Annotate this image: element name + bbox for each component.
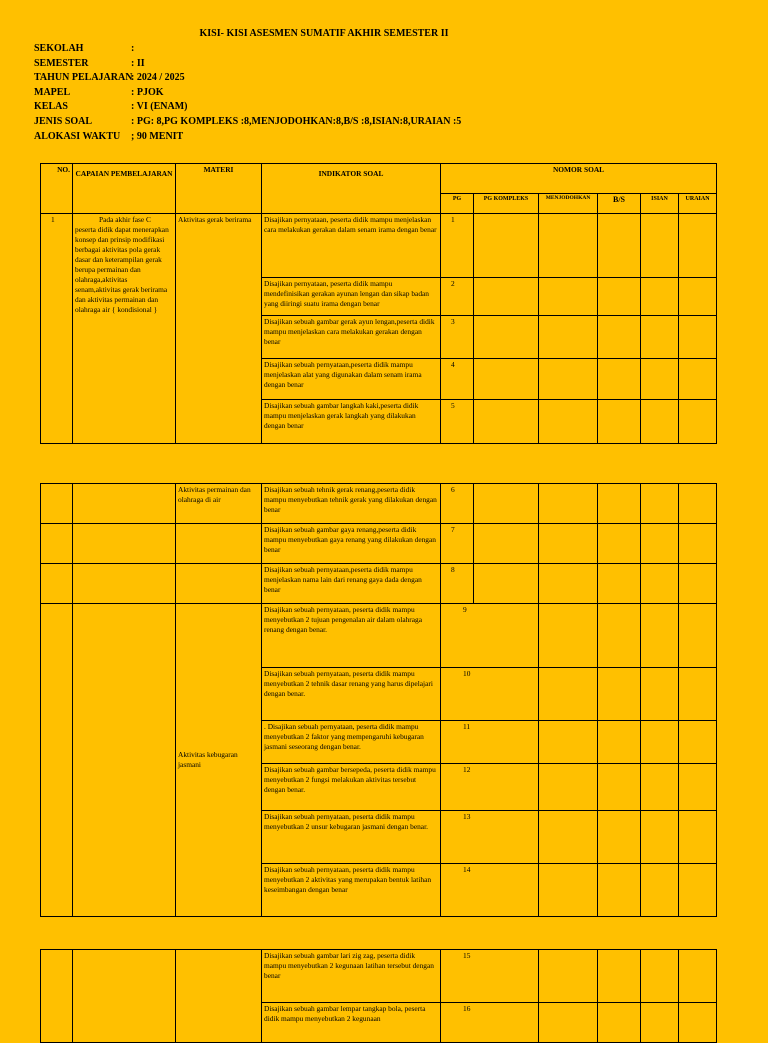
nomor-pg-kompleks: 15 — [441, 950, 539, 1003]
indikator-text: Disajikan sebuah gambar gaya renang,peserta didik mampu menyebutkan gaya renang yang dilakukan dengan benar — [262, 524, 441, 564]
header-nomor-soal: NOMOR SOAL — [441, 164, 717, 194]
info-label: ALOKASI WAKTU — [34, 130, 121, 142]
kisi-table-1 — [40, 163, 717, 444]
nomor-pg-kompleks: 16 — [441, 1003, 539, 1043]
nomor-pg: 2 — [441, 278, 474, 316]
materi-text: Aktivitas kebugaran jasmani — [176, 604, 262, 917]
nomor-pg-kompleks: 11 — [441, 721, 539, 764]
nomor-pg: 7 — [441, 524, 474, 564]
row-number: 1 — [41, 214, 73, 444]
nomor-pg: 6 — [441, 484, 474, 524]
nomor-pg: 8 — [441, 564, 474, 604]
materi-text: Aktivitas permainan dan olahraga di air — [176, 484, 262, 524]
indikator-text: Disajikan pernyataan, peserta didik mampu mendefinisikan gerakan ayunan lengan dan sikap badan yang diiringi suatu irama dengan benar — [262, 278, 441, 316]
nomor-pg-kompleks: 10 — [441, 668, 539, 721]
nomor-pg-kompleks: 13 — [441, 811, 539, 864]
indikator-text: Disajikan sebuah gambar bersepeda, peserta didik mampu menyebutkan 2 fungsi melakukan aktivitas tersebut dengan benar. — [262, 764, 441, 811]
header-isian: ISIAN — [641, 194, 679, 214]
indikator-text: Disajikan sebuah pernyataan,peserta didik mampu menjelaskan alat yang digunakan dalam senam irama dengan benar — [262, 359, 441, 400]
nomor-pg: 3 — [441, 316, 474, 359]
info-label: SEKOLAH — [34, 43, 84, 54]
header-menjodohkan: MENJODOHKAN — [539, 194, 598, 214]
indikator-text: Disajikan sebuah pernyataan, peserta didik mampu menyebutkan 2 unsur kebugaran jasmani dengan benar. — [262, 811, 441, 864]
header-materi: MATERI — [176, 164, 262, 214]
kisi-table-2 — [40, 483, 717, 917]
info-label: SEMESTER — [34, 57, 89, 69]
table-row — [41, 214, 717, 278]
info-label: KELAS — [34, 101, 68, 113]
nomor-pg-kompleks: 14 — [441, 864, 539, 917]
header-capaian: CAPAIAN PEMBELAJARAN — [73, 164, 176, 214]
materi-text: Aktivitas gerak berirama — [176, 214, 262, 444]
indikator-text: Disajikan sebuah pernyataan, peserta didik mampu menyebutkan 2 aktivitas yang merupakan bentuk latihan keseimbangan dengan benar — [262, 864, 441, 917]
table-row — [41, 484, 717, 524]
info-value: ; 90 MENIT — [131, 130, 184, 142]
header-indikator: INDIKATOR SOAL — [262, 164, 441, 214]
table-row — [41, 604, 717, 668]
table-row — [41, 950, 717, 1003]
capaian-text: Pada akhir fase C peserta didik dapat menerapkan konsep dan prinsip modifikasi berbagai aktivitas pola gerak dasar dan keterampilan gerak berupa permainan dan olahraga,aktivitas senam,aktivitas gerak berirama dan aktivitas permainan dan olahraga air { kondisional } — [73, 214, 176, 444]
indikator-text: Disajikan sebuah pernyataan, peserta didik mampu menyebutkan 2 tujuan pengenalan air dalam olahraga renang dengan benar. — [262, 604, 441, 668]
indikator-text: . Disajikan sebuah pernyataan, peserta didik mampu menyebutkan 2 faktor yang mempengaruhi kebugaran jasmani seseorang dengan benar. — [262, 721, 441, 764]
info-label: MAPEL — [34, 86, 71, 98]
page-title: KISI- KISI ASESMEN SUMATIF AKHIR SEMESTER II — [199, 28, 449, 39]
info-value: : — [131, 43, 135, 54]
header-uraian: URAIAN — [679, 194, 717, 214]
info-value: : 2024 / 2025 — [131, 72, 185, 84]
info-value: : PG: 8,PG KOMPLEKS :8,MENJODOHKAN:8,B/S :8,ISIAN:8,URAIAN :5 — [131, 115, 462, 127]
nomor-pg: 4 — [441, 359, 474, 400]
info-value: : VI (ENAM) — [131, 101, 188, 113]
nomor-pg-kompleks: 12 — [441, 764, 539, 811]
header-no: NO. — [41, 164, 73, 214]
indikator-text: Disajikan sebuah gambar gerak ayun lengan,peserta didik mampu menjelaskan cara melakukan gerakan dengan benar — [262, 316, 441, 359]
table-row — [41, 564, 717, 604]
info-value: : PJOK — [131, 86, 164, 98]
info-value: : II — [131, 57, 145, 69]
indikator-text: Disajikan sebuah gambar lari zig zag, peserta didik mampu menyebutkan 2 kegunaan latihan tersebut dengan benar — [262, 950, 441, 1003]
indikator-text: Disajikan sebuah pernyataan,peserta didik mampu menjelaskan nama lain dari renang gaya dada dengan benar — [262, 564, 441, 604]
indikator-text: Disajikan sebuah gambar lempar tangkap bola, peserta didik mampu menyebutkan 2 kegunaan — [262, 1003, 441, 1043]
indikator-text: Disajikan sebuah pernyataan, peserta didik mampu menyebutkan 2 tehnik dasar renang yang harus dipelajari dengan benar. — [262, 668, 441, 721]
info-label: TAHUN PELAJARAN — [34, 72, 133, 84]
indikator-text: Disajikan sebuah tehnik gerak renang,peserta didik mampu menyebutkan tehnik gerak yang dilakukan dengan benar — [262, 484, 441, 524]
kisi-table-3 — [40, 949, 717, 1043]
header-pg: PG — [441, 194, 474, 214]
header-bs: B/S — [598, 194, 641, 214]
header-pg-kompleks: PG KOMPLEKS — [474, 194, 539, 214]
table-row — [41, 524, 717, 564]
nomor-pg-kompleks: 9 — [441, 604, 539, 668]
indikator-text: Disajikan pernyataan, peserta didik mampu menjelaskan cara melakukan gerakan dalam senam irama dengan benar — [262, 214, 441, 278]
nomor-pg: 1 — [441, 214, 474, 278]
indikator-text: Disajikan sebuah gambar langkah kaki,peserta didik mampu menjelaskan gerak langkah yang dilakukan dengan benar — [262, 400, 441, 444]
nomor-pg: 5 — [441, 400, 474, 444]
info-label: JENIS SOAL — [34, 115, 93, 127]
